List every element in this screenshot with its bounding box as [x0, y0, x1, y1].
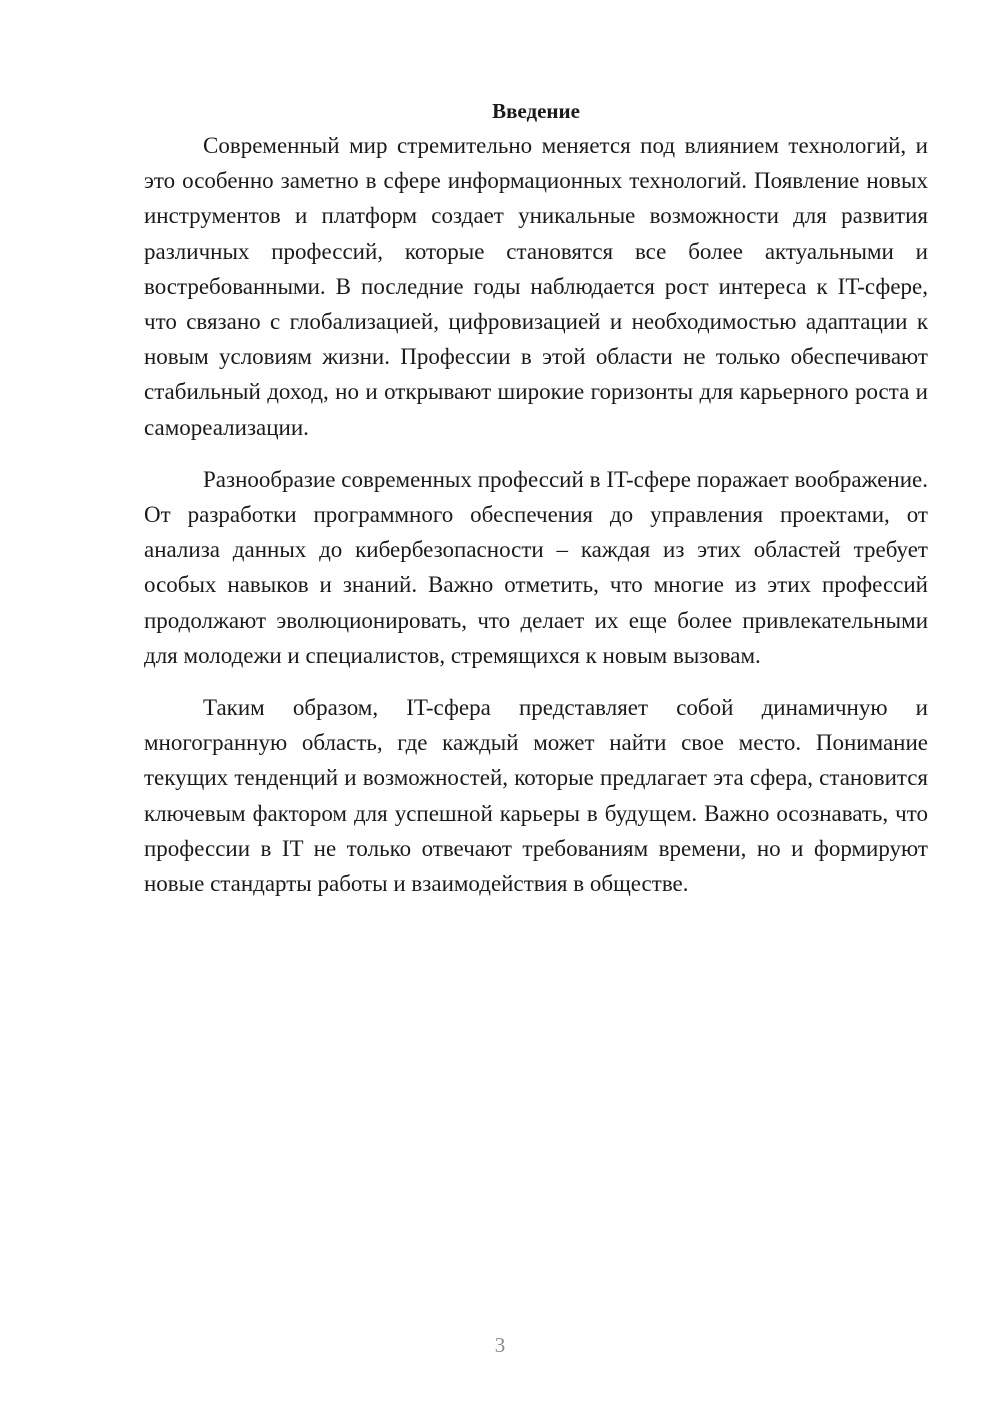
- page-content: [144, 96, 928, 901]
- paragraph: Таким образом, IT-сфера представляет собой динамичную и многогранную область, где каждый может найти свое место. Понимание текущих тенденций и возможностей, которые предлагает эта сфера, становится ключевым фактором для успешной карьеры в будущем. Важно осознавать, что профессии в IT не только отвечают требованиям времени, но и формируют новые стандарты работы и взаимодействия в обществе.: [144, 695, 928, 897]
- paragraph: Современный мир стремительно меняется под влиянием технологий, и это особенно заметно в сфере информационных технологий. Появление новых инструментов и платформ создает уникальные возможности для развития различных профессий, которые становятся все более актуальными и востребованными. В последние годы наблюдается рост интереса к IT-сфере, что связано с глобализацией, цифровизацией и необходимостью адаптации к новым условиям жизни. Профессии в этой области не только обеспечивают стабильный доход, но и открывают широкие горизонты для карьерного роста и самореализации.: [144, 133, 928, 440]
- page-number: 3: [494, 1333, 506, 1357]
- section-heading: Введение: [492, 99, 580, 123]
- paragraph: Разнообразие современных профессий в IT-сфере поражает воображение. От разработки программного обеспечения до управления проектами, от анализа данных до кибербезопасности – каждая из этих областей требует особых навыков и знаний. Важно отметить, что многие из этих профессий продолжают эволюционировать, что делает их еще более привлекательными для молодежи и специалистов, стремящихся к новым вызовам.: [144, 466, 928, 668]
